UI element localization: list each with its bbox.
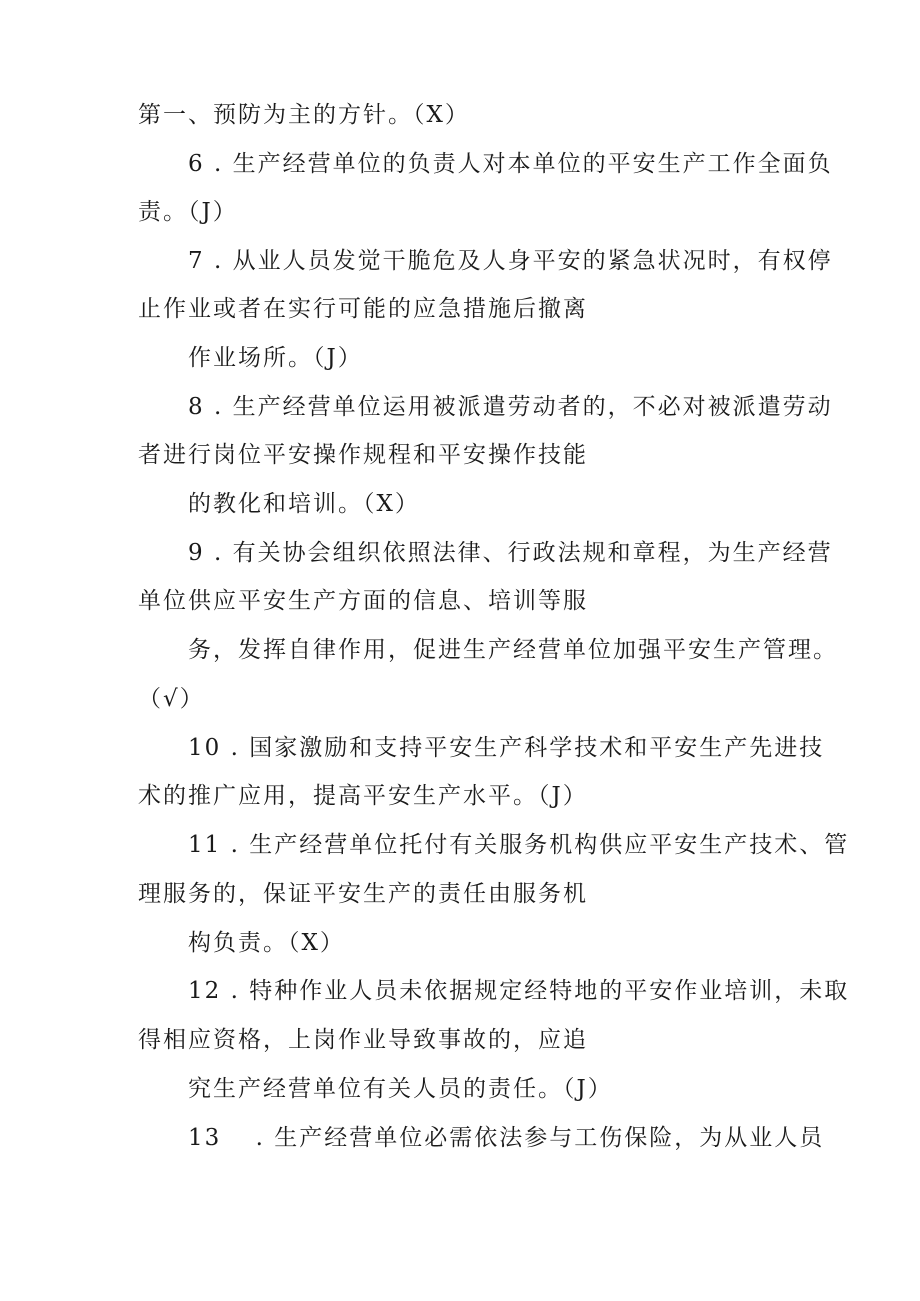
question-9-line-4: （√） xyxy=(138,686,205,712)
question-8-line-3: 的教化和培训。（X） xyxy=(188,491,420,517)
question-11-line-3: 构负责。（X） xyxy=(188,930,345,956)
question-6-line-1: 6 . 生产经营单位的负责人对本单位的平安生产工作全面负 xyxy=(188,151,833,177)
question-12-line-1: 12 . 特种作业人员未依据规定经特地的平安作业培训，未取 xyxy=(188,978,850,1004)
question-9-line-3: 务，发挥自律作用，促进生产经营单位加强平安生产管理。 xyxy=(188,637,838,663)
question-10-line-2: 术的推广应用，提高平安生产水平。（J） xyxy=(138,783,588,809)
question-12-line-3: 究生产经营单位有关人员的责任。（J） xyxy=(188,1076,613,1102)
question-9-line-1: 9 . 有关协会组织依照法律、行政法规和章程，为生产经营 xyxy=(188,540,833,566)
question-8-line-2: 者进行岗位平安操作规程和平安操作技能 xyxy=(138,442,588,468)
question-13-line-1: 13 . 生产经营单位必需依法参与工伤保险，为从业人员 xyxy=(188,1125,825,1151)
question-8-line-1: 8 . 生产经营单位运用被派遣劳动者的，不必对被派遣劳动 xyxy=(188,394,833,420)
question-7-line-1: 7 . 从业人员发觉干脆危及人身平安的紧急状况时，有权停 xyxy=(188,248,833,274)
question-10-line-1: 10 . 国家激励和支持平安生产科学技术和平安生产先进技 xyxy=(188,735,825,761)
question-12-line-2: 得相应资格，上岗作业导致事故的，应追 xyxy=(138,1027,588,1053)
text-line-1: 第一、预防为主的方针。（X） xyxy=(138,102,470,128)
question-7-line-3: 作业场所。（J） xyxy=(188,345,363,371)
question-9-line-2: 单位供应平安生产方面的信息、培训等服 xyxy=(138,588,588,614)
question-6-line-2: 责。（J） xyxy=(138,199,238,225)
question-7-line-2: 止作业或者在实行可能的应急措施后撤离 xyxy=(138,296,588,322)
question-11-line-1: 11 . 生产经营单位托付有关服务机构供应平安生产技术、管 xyxy=(188,832,850,858)
question-11-line-2: 理服务的，保证平安生产的责任由服务机 xyxy=(138,881,588,907)
